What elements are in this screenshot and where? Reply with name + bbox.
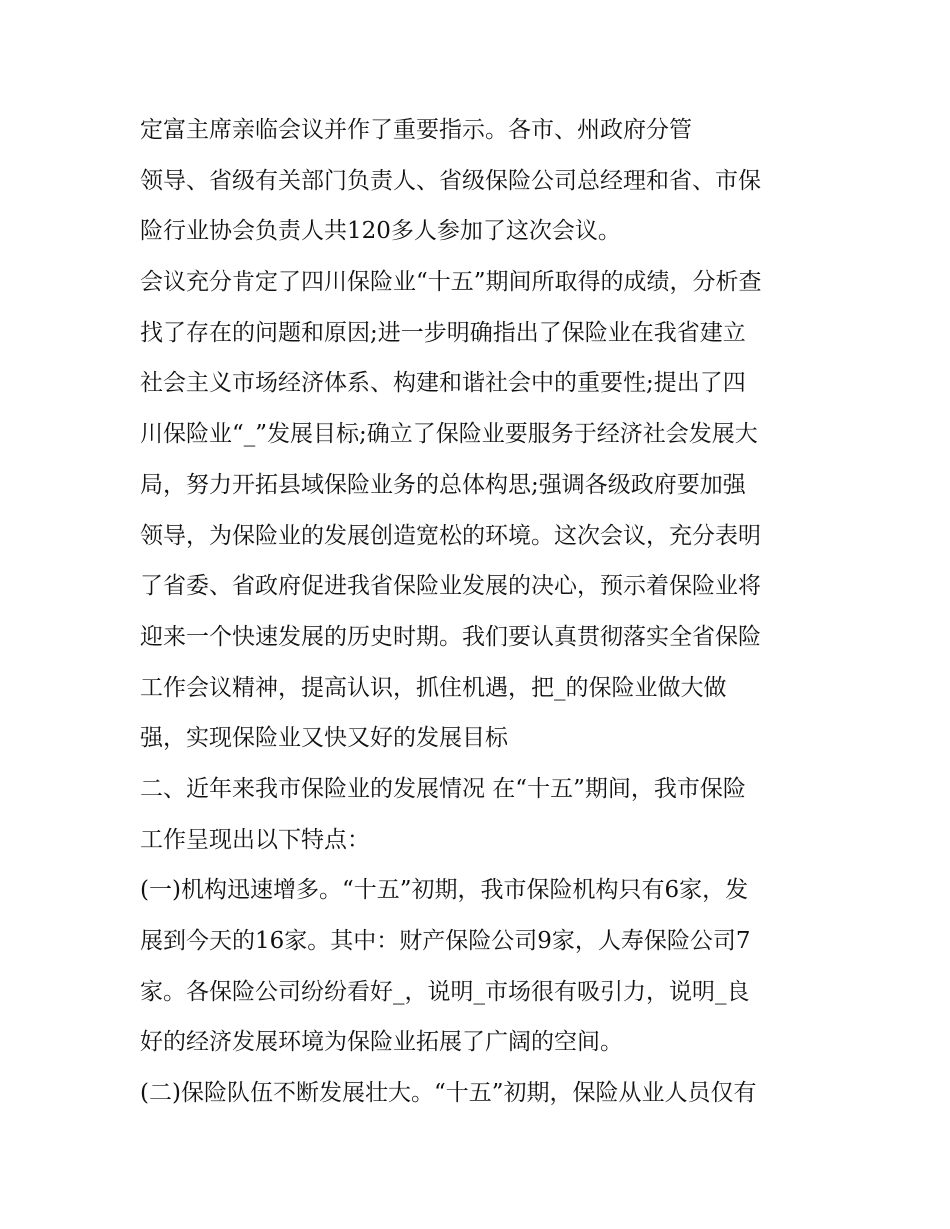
- text-line: 社会主义市场经济体系、构建和谐社会中的重要性;提出了四: [140, 370, 746, 397]
- text-line: 工作会议精神，提高认识，抓住机遇，把_的保险业做大做: [140, 674, 727, 701]
- text-line: 局，努力开拓县域保险业务的总体构思;强调各级政府要加强: [140, 471, 746, 498]
- text-line: (二)保险队伍不断发展壮大。“十五”初期，保险从业人员仅有: [140, 1080, 757, 1107]
- text-line: 会议充分肯定了四川保险业“十五”期间所取得的成绩，分析查: [140, 269, 762, 296]
- text-line: 工作呈现出以下特点：: [140, 826, 370, 853]
- text-line: (一)机构迅速增多。“十五”初期，我市保险机构只有6家，发: [140, 877, 749, 904]
- text-line: 迎来一个快速发展的历史时期。我们要认真贯彻落实全省保险: [140, 623, 761, 650]
- text-line: 领导、省级有关部门负责人、省级保险公司总经理和省、市保: [140, 167, 761, 194]
- document-body: [140, 112, 820, 1126]
- text-line: 好的经济发展环境为保险业拓展了广阔的空间。: [140, 1029, 623, 1056]
- text-line: 领导，为保险业的发展创造宽松的环境。这次会议，充分表明: [140, 522, 761, 549]
- text-line: 了省委、省政府促进我省保险业发展的决心，预示着保险业将: [140, 573, 761, 600]
- text-line: 找了存在的问题和原因;进一步明确指出了保险业在我省建立: [140, 319, 746, 346]
- text-line: 定富主席亲临会议并作了重要指示。各市、州政府分管: [140, 117, 692, 143]
- section-heading-line: 二、近年来我市保险业的发展情况 在“十五”期间，我市保险: [140, 775, 746, 802]
- text-line: 强，实现保险业又快又好的发展目标: [140, 725, 508, 752]
- text-line: 川保险业“_”发展目标;确立了保险业要服务于经济社会发展大: [140, 421, 758, 448]
- text-line: 展到今天的16家。其中：财产保险公司9家，人寿保险公司7: [140, 928, 751, 954]
- text-line: 家。各保险公司纷纷看好_，说明_市场很有吸引力，说明_良: [140, 978, 750, 1005]
- text-line: 险行业协会负责人共120多人参加了这次会议。: [140, 218, 621, 245]
